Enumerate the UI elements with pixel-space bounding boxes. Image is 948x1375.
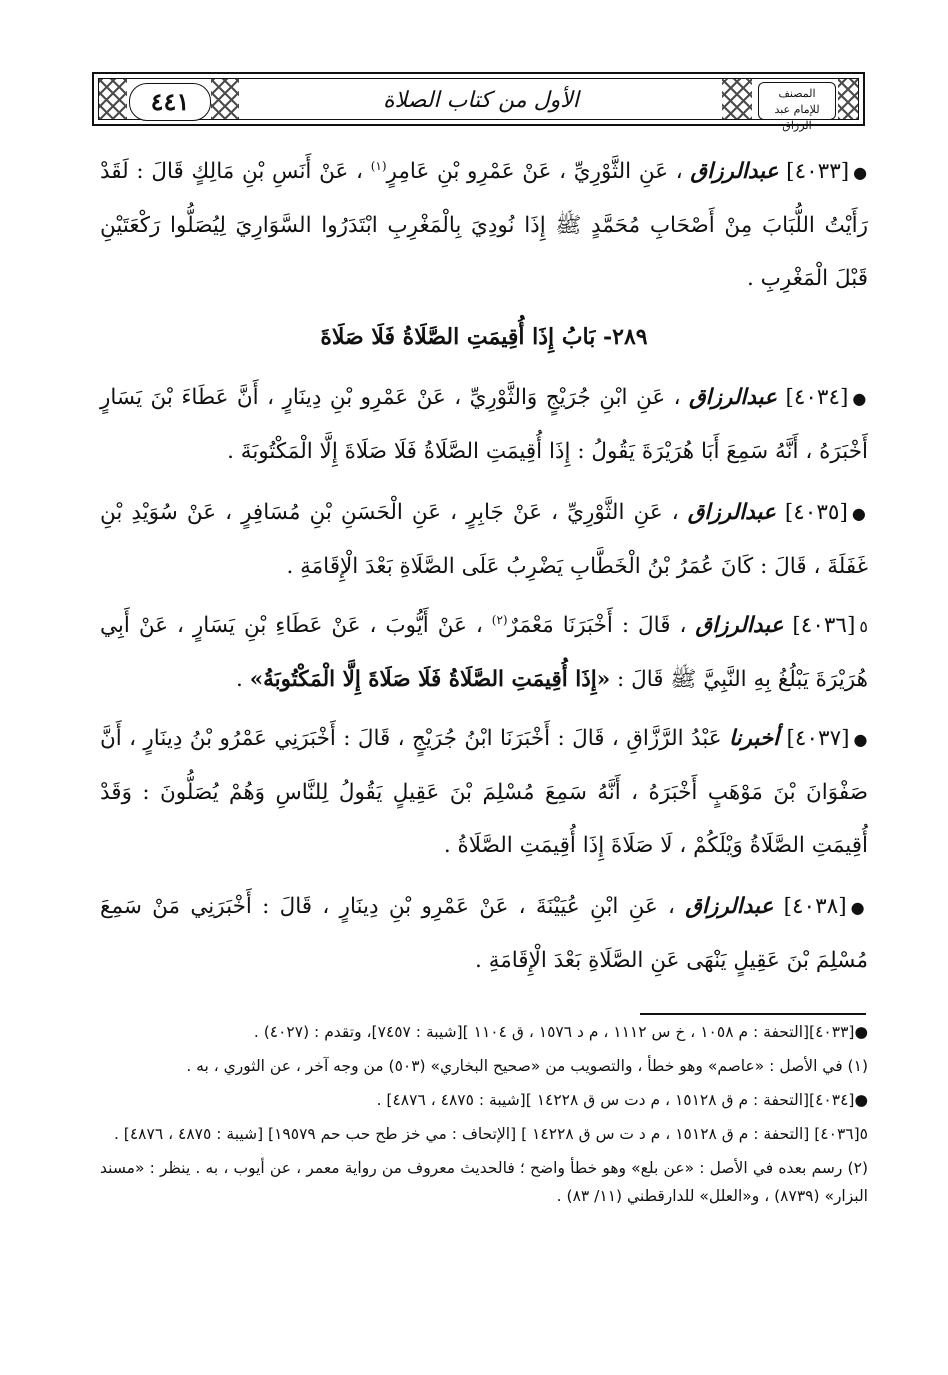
hadith-text: ، عَنِ الثَّوْرِيِّ ، عَنْ عَمْرِو بْنِ عَامِرٍ [386,159,683,184]
hadith-source: عبدالرزاق [695,613,784,638]
hadith-number: [٤٠٣٥] [784,500,848,525]
hadith-source: عبدالرزاق [685,894,774,919]
hadith-number: [٤٠٣٦] [792,613,856,638]
hadith-4036 [100,599,868,706]
hadith-text: ، عَنْ أَنَسِ بْنِ مَالِكٍ قَالَ : لَقَدْ رَأَيْتُ اللُّبَابَ مِنْ أَصْحَابِ مُحَمَّدٍ ﷺ إِذَا نُودِيَ بِالْمَغْرِبِ ابْتَدَرُوا السَّوَارِيَ لِيُصَلُّوا رَكْعَتَيْنِ قَبْلَ الْمَغْرِبِ . [100,159,868,291]
footnote-ref: (١) [370,158,387,173]
ornament-pattern-icon [211,79,239,119]
hadith-text: ، قَالَ : أَخْبَرَنَا مَعْمَرٌ [507,613,687,638]
footnote-4036: ٥[٤٠٣٦] [التحفة : م ق ١٥١٢٨ ، م د ت س ق ١٤٢٢٨ ] [الإتحاف : مي خز طح حب حم ١٩٥٧٩] [شيبة : ٤٨٧٥ ، ٤٨٧٦] . [113,1125,868,1143]
hadith-number: [٤٠٣٧] [786,726,850,751]
prophetic-quote: «إِذَا أُقِيمَتِ الصَّلَاةُ فَلَا صَلَاةَ إِلَّا الْمَكْتُوبَةُ» [249,667,611,692]
hadith-4038 [100,880,868,987]
hadith-4037 [100,712,868,872]
hadith-text: عَبْدُ الرَّزَّاقِ ، قَالَ : أَخْبَرَنَا ابْنُ جُرَيْجٍ ، قَالَ : أَخْبَرَنِي عَمْرُو بْنُ دِينَارٍ ، أَنَّ صَفْوَانَ بْنَ مَوْهَبٍ أَخْبَرَهُ ، أَنَّهُ سَمِعَ مُسْلِمَ بْنَ عَقِيلٍ يَقُولُ لِلنَّاسِ وَهُمْ يُصَلُّونَ : وَقَدْ أُقِيمَتِ الصَّلَاةُ وَيْلَكُمْ ، لَا صَلَاةَ إِذَا أُقِيمَتِ الصَّلَاةُ . [100,726,868,858]
hadith-marker: ● [850,898,868,917]
book-logo [758,82,836,132]
hadith-text: ، عَنِ الثَّوْرِيِّ ، عَنْ جَابِرٍ ، عَنِ الْحَسَنِ بْنِ مُسَافِرٍ ، عَنْ سُوَيْدِ بْنِ غَفَلَةَ ، قَالَ : كَانَ عُمَرُ بْنُ الْخَطَّابِ يَضْرِبُ عَلَى الصَّلَاةِ بَعْدَ الْإِقَامَةِ . [100,500,868,579]
hadith-source: عبدالرزاق [690,159,779,184]
page-header [92,72,865,132]
main-text [100,145,868,987]
running-title: الأول من كتاب الصلاة [383,88,579,113]
footnote-1: (١) في الأصل : «عاصم» وهو خطأ ، والتصويب من «صحيح البخاري» (٥٠٣) من وجه آخر ، عن الثوري ، به . [186,1057,868,1075]
hadith-marker: ● [852,389,868,408]
hadith-marker: ● [851,504,869,523]
hadith-source: عبدالرزاق [688,385,777,410]
hadith-marker: ● [853,163,868,182]
hadith-marker: ٥ [859,617,868,636]
hadith-4034 [100,371,868,478]
footnotes [100,1018,868,1216]
footnote-ref: (٢) [491,612,508,627]
hadith-4033 [100,145,868,305]
page-number: ٤٤١ [129,83,211,121]
footnote-4033: ●[٤٠٣٣][التحفة : م ١٠٥٨ ، خ س ١١١٢ ، م د ١٥٧٦ ، ق ١١٠٤ ][شيبة : ٧٤٥٧]، وتقدم : (٤٠٢٧) . [253,1023,868,1041]
ornament-pattern-icon [99,79,127,119]
footnote-divider [640,1013,866,1015]
hadith-number: [٤٠٣٨] [783,894,847,919]
hadith-source: عبدالرزاق [687,500,776,525]
hadith-number: [٤٠٣٤] [785,385,849,410]
hadith-4035 [100,486,868,593]
footnote-4034: ●[٤٠٣٤][التحفة : م ق ١٥١٢٨ ، م دت س ق ١٤٢٢٨ ][شيبة : ٤٨٧٥ ، ٤٨٧٦] . [376,1091,868,1109]
header-frame [98,78,859,132]
hadith-text: ، عَنْ أَيُّوبَ ، عَنْ عَطَاءِ بْنِ يَسَارٍ ، عَنْ أَبِي هُرَيْرَةَ يَبْلُغُ بِهِ النَّبِيَّ ﷺ قَالَ : [100,613,868,692]
logo-line: المصنف [778,87,816,100]
hadith-marker: ● [853,730,869,749]
hadith-text-end: . [236,667,243,692]
hadith-text: ، عَنِ ابْنِ عُيَيْنَةَ ، عَنْ عَمْرِو بْنِ دِينَارٍ ، قَالَ : أَخْبَرَنِي مَنْ سَمِعَ مُسْلِمَ بْنَ عَقِيلٍ يَنْهَى عَنِ الصَّلَاةِ بَعْدَ الْإِقَامَةِ . [100,894,868,973]
ornament-pattern-icon [838,79,858,119]
hadith-number: [٤٠٣٣] [786,159,850,184]
ornament-pattern-icon [722,79,752,119]
logo-line: للإمام عبد الرزاق [774,103,820,132]
hadith-source: أخبرنا [729,726,780,751]
chapter-heading: ٢٨٩- بَابُ إِذَا أُقِيمَتِ الصَّلَاةُ فَلَا صَلَاةَ [320,324,648,350]
hadith-text: ، عَنِ ابْنِ جُرَيْجٍ وَالثَّوْرِيِّ ، عَنْ عَمْرِو بْنِ دِينَارٍ ، أَنَّ عَطَاءَ بْنَ يَسَارٍ أَخْبَرَهُ ، أَنَّهُ سَمِعَ أَبَا هُرَيْرَةَ يَقُولُ : إِذَا أُقِيمَتِ الصَّلَاةُ فَلَا صَلَاةَ إِلَّا الْمَكْتُوبَةَ . [100,385,868,464]
footnote-2: (٢) رسم بعده في الأصل : «عن بلع» وهو خطأ واضح ؛ فالحديث معروف من رواية معمر ، عن أيوب ، به . ينظر : «مسند البزار» (٨٧٣٩) ، و«العلل» للدارقطني (١١/ ٨٣) . [100,1159,868,1205]
